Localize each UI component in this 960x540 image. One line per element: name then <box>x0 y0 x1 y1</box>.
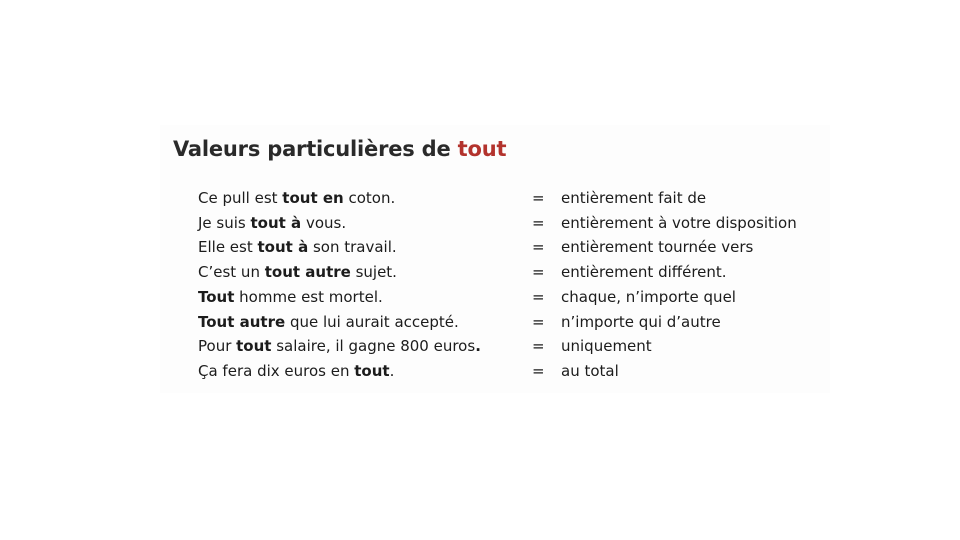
example-sentence <box>198 211 346 235</box>
equals-sign: = <box>532 287 545 306</box>
example-sentence <box>198 310 459 334</box>
highlighted-expression: tout <box>354 361 390 380</box>
example-sentence <box>198 285 383 309</box>
usage-row <box>0 211 960 235</box>
meaning-text: n’importe qui d’autre <box>561 312 721 331</box>
equals-sign: = <box>532 189 545 207</box>
sentence-text: salaire, il gagne 800 euros <box>271 337 476 356</box>
sentence-text: son travail. <box>308 238 397 257</box>
equals-sign: = <box>532 238 545 257</box>
example-sentence <box>198 334 481 358</box>
highlighted-expression: tout <box>236 337 272 356</box>
heading-accent-word: tout <box>457 137 507 161</box>
heading-prefix: Valeurs particulières de <box>173 137 458 161</box>
highlighted-expression: Tout autre <box>198 312 286 331</box>
sentence-text: sujet. <box>350 263 397 282</box>
example-sentence <box>198 359 394 383</box>
sentence-text: vous. <box>301 213 347 232</box>
usage-row <box>0 285 960 309</box>
highlighted-expression: tout à <box>250 213 302 232</box>
highlighted-expression: Tout <box>198 287 235 306</box>
meaning-text: entièrement fait de <box>561 189 707 207</box>
sentence-text: Ce pull est <box>198 189 283 207</box>
meaning-text: entièrement différent. <box>561 263 727 282</box>
highlighted-expression: . <box>475 337 481 356</box>
sentence-text: Je suis <box>198 213 251 232</box>
highlighted-expression: tout en <box>282 189 344 207</box>
meaning-text: entièrement à votre disposition <box>561 213 797 232</box>
highlighted-expression: tout autre <box>264 263 351 282</box>
equals-sign: = <box>532 213 545 232</box>
meaning-text: uniquement <box>561 337 652 356</box>
sentence-text: Ça fera dix euros en <box>198 361 355 380</box>
example-sentence <box>198 235 397 259</box>
example-sentence <box>198 186 395 210</box>
sentence-text: coton. <box>343 189 396 207</box>
usage-row <box>0 359 960 383</box>
sentence-text: homme est mortel. <box>234 287 383 306</box>
sentence-text: Elle est <box>198 238 258 257</box>
equals-sign: = <box>532 361 545 380</box>
meaning-text: au total <box>561 361 619 380</box>
usage-row <box>0 260 960 284</box>
meaning-text: entièrement tournée vers <box>561 238 754 257</box>
usage-row <box>0 235 960 259</box>
meaning-text: chaque, n’importe quel <box>561 287 736 306</box>
highlighted-expression: tout à <box>257 238 309 257</box>
equals-sign: = <box>532 337 545 356</box>
sentence-text: C’est un <box>198 263 265 282</box>
equals-sign: = <box>532 263 545 282</box>
sentence-text: que lui aurait accepté. <box>285 312 459 331</box>
example-sentence <box>198 260 397 284</box>
usage-row <box>0 334 960 358</box>
usage-row <box>0 186 960 210</box>
sentence-text: Pour <box>198 337 237 356</box>
equals-sign: = <box>532 312 545 331</box>
sentence-text: . <box>389 361 395 380</box>
usage-row <box>0 310 960 334</box>
